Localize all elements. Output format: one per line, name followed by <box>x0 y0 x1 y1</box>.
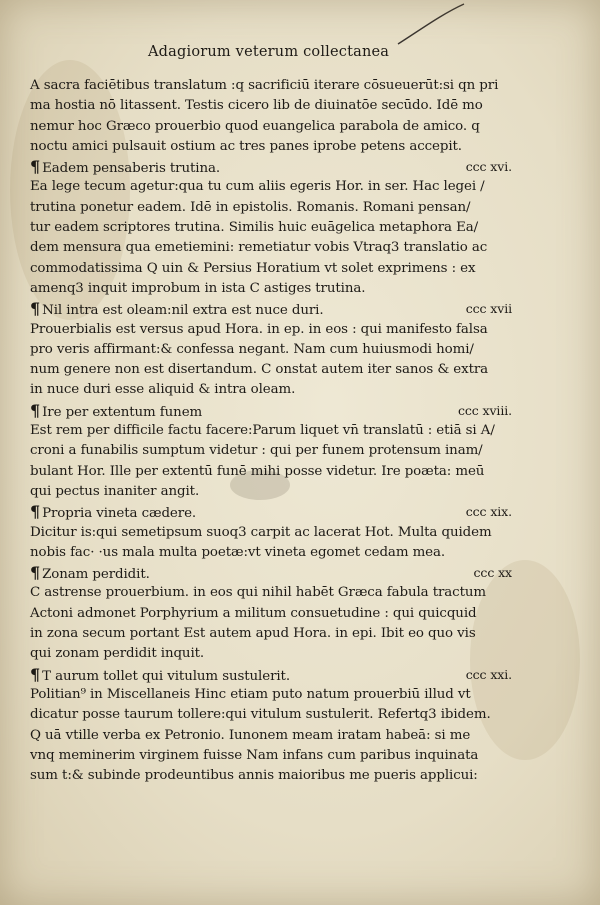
entry-heading-line <box>30 299 520 319</box>
text-line <box>30 117 520 137</box>
text-line <box>30 766 520 786</box>
text-line <box>30 644 520 664</box>
text-line <box>30 604 520 624</box>
line-text: Dicitur is:qui semetipsum suoq3 carpit ac lacerat Hot. Multa quidem <box>30 524 492 540</box>
line-text: Ea lege tecum agetur:qua tu cum aliis egeris Hor. in ser. Hac legei / <box>30 179 485 195</box>
entry-title: Propria vineta cædere. <box>42 506 197 522</box>
line-text: Actoni admonet Porphyrium a militum consuetudine : qui quicquid <box>30 605 477 621</box>
pilcrow-mark: ¶ <box>30 664 41 684</box>
text-line <box>30 198 520 218</box>
entry-title: Eadem pensaberis trutina. <box>42 161 221 177</box>
pilcrow-mark: ¶ <box>30 563 41 583</box>
line-text: bulant Hor. Ille per extentū funē mihi posse videtur. Ire poæta: meū <box>30 463 485 479</box>
text-line <box>30 543 520 563</box>
pilcrow-mark: ¶ <box>30 502 41 522</box>
entry-heading-line <box>30 563 520 583</box>
entry-number: ccc xx <box>473 565 512 581</box>
text-line <box>30 177 520 197</box>
line-text: sum t:& subinde prodeuntibus annis maioribus me pueris applicui: <box>30 768 478 784</box>
entry-heading-line <box>30 502 520 522</box>
line-text: noctu amici pulsauit ostium ac tres panes iprobe petens accepit. <box>30 138 462 154</box>
text-line <box>30 746 520 766</box>
text-line <box>30 685 520 705</box>
text-line <box>30 340 520 360</box>
line-text: num genere non est disertandum. C onstat autem iter sanos & extra <box>30 362 489 378</box>
line-text: vnq meminerim virginem fuisse Nam infans cum paribus inquinata <box>30 747 479 763</box>
line-text: tur eadem scriptores trutina. Similis huic euāgelica metaphora Ea/ <box>30 220 479 236</box>
pilcrow-mark: ¶ <box>30 157 41 177</box>
text-line <box>30 96 520 116</box>
entry-number: ccc xxi. <box>465 666 512 682</box>
text-line <box>30 462 520 482</box>
pen-mark <box>390 0 470 50</box>
text-line <box>30 137 520 157</box>
entry-title: T aurum tollet qui vitulum sustulerit. <box>42 668 290 684</box>
line-text: dem mensura qua emetiemini: remetiatur vobis Vtraq3 translatio ac <box>30 240 488 256</box>
line-text: qui zonam perdidit inquit. <box>30 646 205 662</box>
entry-number: ccc xvi. <box>465 159 512 175</box>
line-text: in zona secum portant Est autem apud Hora. in epi. Ibit eo quo vis <box>30 626 476 642</box>
line-text: nobis fac· ·us mala multa poetæ:vt vineta egomet cedam mea. <box>30 544 446 560</box>
text-line <box>30 259 520 279</box>
line-text: trutina ponetur eadem. Idē in epistolis. Romanis. Romani pensan/ <box>30 199 471 215</box>
text-line <box>30 705 520 725</box>
text-block <box>30 76 520 786</box>
text-line <box>30 360 520 380</box>
running-header: Adagiorum veterum collectanea <box>148 44 390 60</box>
text-line <box>30 583 520 603</box>
line-text: commodatissima Q uin & Persius Horatium vt solet exprimens : ex <box>30 260 476 276</box>
text-line <box>30 726 520 746</box>
line-text: Prouerbialis est versus apud Hora. in ep. in eos : qui manifesto falsa <box>30 321 488 337</box>
line-text: C astrense prouerbium. in eos qui nihil habēt Græca fabula tractum <box>30 585 486 601</box>
text-line <box>30 279 520 299</box>
text-line <box>30 320 520 340</box>
line-text: Est rem per difficile factu facere:Parum liquet vn̄ translatū : etiā si A/ <box>30 423 495 439</box>
line-text: ma hostia nō litassent. Testis cicero lib de diuinatōe secūdo. Idē mo <box>30 98 483 114</box>
line-text: pro veris affirmant:& confessa negant. Nam cum huiusmodi homi/ <box>30 341 474 357</box>
entry-heading-line <box>30 665 520 685</box>
line-text: nemur hoc Græco prouerbio quod euangelica parabola de amico. q <box>30 118 480 134</box>
line-text: croni a funabilis sumptum videtur : qui per funem protensum inam/ <box>30 443 483 459</box>
entry-title: Ire per extentum funem <box>42 404 203 420</box>
text-line <box>30 624 520 644</box>
text-line <box>30 523 520 543</box>
line-text: amenq3 inquit improbum in ista C astiges trutina. <box>30 280 366 296</box>
line-text: Politian⁹ in Miscellaneis Hinc etiam puto natum prouerbiū illud vt <box>30 686 471 702</box>
entry-heading-line <box>30 401 520 421</box>
line-text: A sacra faciētibus translatum :q sacrificiū iterare cōsueuerūt:si qn pri <box>30 78 499 93</box>
text-line <box>30 421 520 441</box>
line-text: qui pectus inaniter angit. <box>30 483 200 499</box>
entry-number: ccc xviii. <box>457 402 512 418</box>
text-line <box>30 238 520 258</box>
line-text: in nuce duri esse aliquid & intra oleam. <box>30 382 296 398</box>
line-text: Q uā vtille verba ex Petronio. Iunonem meam iratam habeā: si me <box>30 727 471 743</box>
text-line <box>30 76 520 96</box>
text-line <box>30 441 520 461</box>
line-text: dicatur posse taurum tollere:qui vitulum sustulerit. Refertq3 ibidem. <box>30 707 491 723</box>
text-line <box>30 218 520 238</box>
entry-title: Zonam perdidit. <box>42 567 150 583</box>
pilcrow-mark: ¶ <box>30 400 41 420</box>
text-line <box>30 380 520 400</box>
entry-number: ccc xvii <box>465 301 512 317</box>
text-line <box>30 482 520 502</box>
entry-number: ccc xix. <box>465 504 512 520</box>
entry-heading-line <box>30 157 520 177</box>
entry-title: Nil intra est oleam:nil extra est nuce duri. <box>42 303 324 319</box>
pilcrow-mark: ¶ <box>30 299 41 319</box>
